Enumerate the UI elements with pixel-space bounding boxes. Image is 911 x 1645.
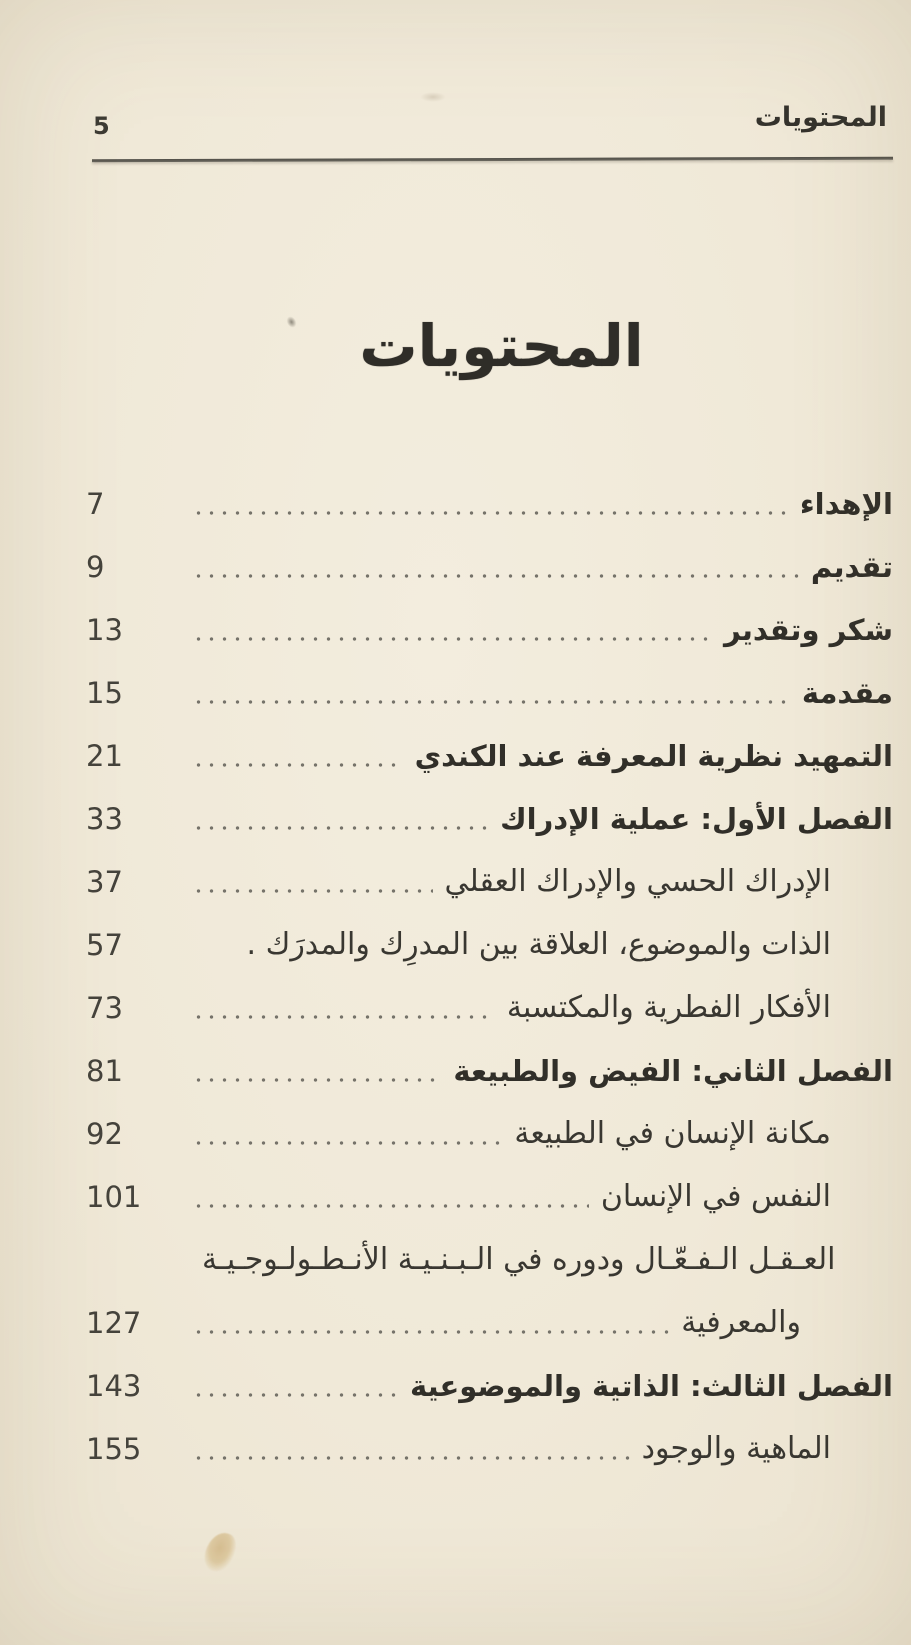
toc-entry — [86, 913, 893, 976]
toc-entry — [86, 976, 893, 1039]
header-page-number: 5 — [93, 112, 110, 140]
scan-smudge-artifact — [420, 92, 446, 102]
toc-entry — [86, 787, 893, 850]
toc-entry — [86, 1354, 893, 1417]
toc-entry-title: والمعرفية — [681, 1305, 801, 1340]
toc-page-number: 57 — [86, 927, 123, 962]
toc-entry — [86, 1039, 893, 1102]
toc-entry-title: الأفكار الفطرية والمكتسبة — [506, 990, 831, 1025]
toc-entry-title: مكانة الإنسان في الطبيعة — [514, 1116, 831, 1151]
toc-page-number: 15 — [86, 675, 123, 710]
toc-entry — [86, 1102, 893, 1165]
toc-page-number: 73 — [86, 990, 123, 1025]
dotted-leader — [190, 787, 488, 850]
toc-entry-title: الإدراك الحسي والإدراك العقلي — [444, 864, 831, 899]
toc-page-number: 143 — [86, 1368, 142, 1403]
toc-entry — [86, 1165, 893, 1228]
dotted-leader — [190, 1417, 630, 1480]
toc-page-number: 7 — [86, 486, 105, 521]
dotted-leader — [190, 1039, 441, 1102]
dotted-leader — [190, 913, 235, 976]
toc-entry — [86, 535, 893, 598]
table-of-contents — [0, 472, 911, 1480]
dotted-leader — [190, 1291, 669, 1354]
header-running-title: المحتويات — [754, 102, 887, 133]
page-header — [0, 100, 911, 150]
toc-entry — [86, 598, 893, 661]
toc-page-number: 33 — [86, 801, 123, 836]
toc-page-number: 9 — [86, 549, 105, 584]
toc-entry-title: الماهية والوجود — [641, 1431, 831, 1466]
toc-page-number: 81 — [86, 1053, 123, 1088]
toc-entry-title: الإهداء — [799, 486, 893, 521]
toc-page-number: 37 — [86, 864, 123, 899]
toc-entry-title: تقديم — [810, 549, 893, 584]
toc-entry-title: النفس في الإنسان — [600, 1179, 831, 1214]
toc-entry — [86, 1417, 893, 1480]
toc-entry-title: الفصل الأول: عملية الإدراك — [500, 801, 893, 836]
toc-entry — [86, 472, 893, 535]
toc-entry-continuation — [86, 1291, 893, 1354]
toc-page-number: 127 — [86, 1305, 142, 1340]
toc-entry — [86, 661, 893, 724]
toc-entry-title: الفصل الثالث: الذاتية والموضوعية — [410, 1368, 893, 1403]
toc-entry-title: مقدمة — [801, 675, 893, 710]
toc-entry-title: الذات والموضوع، العلاقة بين المدرِك والمدرَك . — [246, 927, 831, 962]
toc-page-number: 101 — [86, 1179, 142, 1214]
dotted-leader — [190, 850, 433, 913]
toc-entry — [86, 724, 893, 787]
dotted-leader — [190, 472, 788, 535]
toc-entry-title: الفصل الثاني: الفيض والطبيعة — [453, 1053, 893, 1088]
dotted-leader — [190, 1354, 398, 1417]
dotted-leader — [190, 724, 403, 787]
toc-entry — [86, 850, 893, 913]
dotted-leader — [190, 661, 790, 724]
toc-page-number: 21 — [86, 738, 123, 773]
dotted-leader — [190, 598, 712, 661]
dotted-leader — [190, 976, 495, 1039]
toc-entry-title: شكر وتقدير — [724, 612, 893, 647]
toc-entry-first-line — [86, 1228, 893, 1291]
page-title: المحتويات — [359, 312, 644, 380]
dotted-leader — [190, 1102, 502, 1165]
toc-page-number: 13 — [86, 612, 123, 647]
toc-page-number: 155 — [86, 1431, 142, 1466]
toc-entry-title: العـقـل الـفـعّـال ودوره في الـبـنـيـة الأنـطـولـوجـيـة — [202, 1242, 836, 1277]
scan-stain-artifact — [201, 1529, 240, 1576]
dotted-leader — [190, 1165, 589, 1228]
toc-page-number: 92 — [86, 1116, 123, 1151]
header-rule — [92, 157, 893, 163]
toc-entry-title: التمهيد نظرية المعرفة عند الكندي — [414, 738, 893, 773]
dotted-leader — [190, 535, 799, 598]
